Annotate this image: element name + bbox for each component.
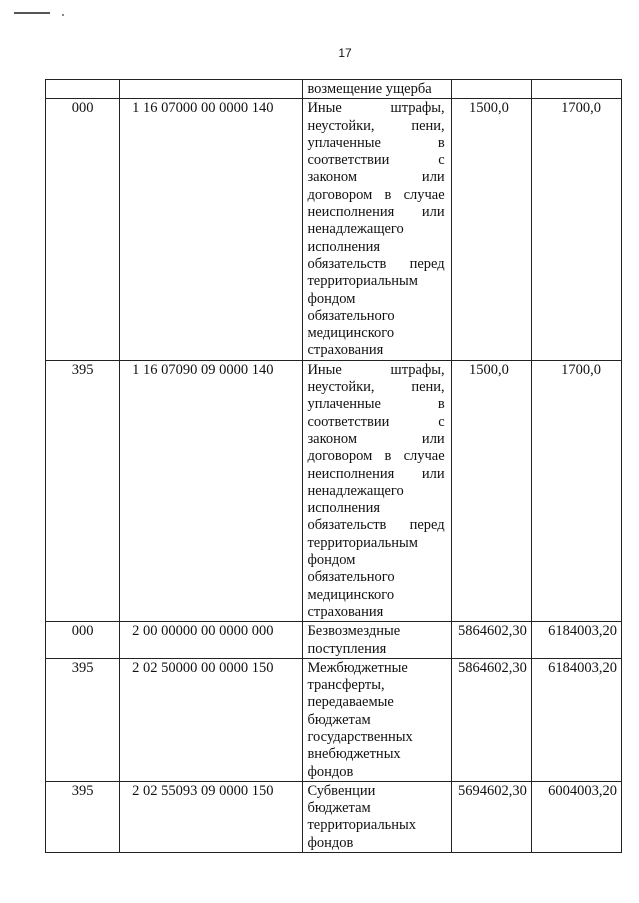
- cell-name: [303, 80, 451, 99]
- value-1-text: 5864602,30: [457, 659, 527, 676]
- cell-kbk: 1 16 07000 00 0000 140: [120, 99, 303, 360]
- name-line: Иные штрафы,: [307, 100, 445, 117]
- cell-value-1: [451, 99, 531, 360]
- name-line: уплаченные в: [307, 134, 445, 151]
- cell-kbk: 1 16 07090 09 0000 140: [120, 360, 303, 621]
- value-2-text: 6004003,20: [548, 782, 617, 799]
- name-line: соответствии с: [307, 152, 445, 169]
- value-1-text: 5864602,30: [457, 623, 527, 640]
- value-1-text: 1500,0: [468, 361, 509, 378]
- name-line: трансферты,: [307, 677, 385, 694]
- cell-name: [303, 99, 451, 360]
- name-line: исполнения: [307, 500, 381, 517]
- name-line: фондом: [307, 290, 356, 307]
- cell-name: [303, 658, 451, 781]
- name-line: законом или: [307, 430, 445, 447]
- name-line: медицинского: [307, 325, 395, 342]
- cell-value-2: [531, 360, 621, 621]
- name-line: фондов: [307, 834, 354, 851]
- scan-mark: [14, 12, 50, 14]
- table-row: [46, 622, 622, 659]
- table-row: [46, 99, 622, 360]
- cell-code: 000: [46, 99, 120, 360]
- cell-value-2: [531, 99, 621, 360]
- cell-value-1: [451, 781, 531, 852]
- table-row: [46, 658, 622, 781]
- name-line: возмещение ущерба: [307, 81, 432, 97]
- name-line: обязательств перед: [307, 255, 445, 272]
- cell-name: [303, 360, 451, 621]
- table-body: [46, 80, 622, 853]
- cell-name: [303, 622, 451, 659]
- cell-value-2: [531, 658, 621, 781]
- table-row: [46, 80, 622, 99]
- name-line: договором в случае: [307, 186, 445, 203]
- name-line: территориальных: [307, 817, 417, 834]
- cell-code: 395: [46, 658, 120, 781]
- name-line: фондов: [307, 763, 354, 780]
- value-2-text: 6184003,20: [548, 659, 617, 676]
- cell-kbk: 2 02 50000 00 0000 150: [120, 658, 303, 781]
- name-line: внебюджетных: [307, 746, 401, 763]
- cell-value-1: [451, 658, 531, 781]
- name-line: территориальным: [307, 273, 418, 290]
- name-line: страхования: [307, 342, 384, 359]
- name-line: бюджетам: [307, 800, 371, 817]
- name-line: законом или: [307, 169, 445, 186]
- name-line: Межбюджетные: [307, 659, 408, 676]
- name-line: обязательного: [307, 307, 395, 324]
- cell-value-2: [531, 80, 621, 99]
- name-line: медицинского: [307, 586, 395, 603]
- name-line: территориальным: [307, 534, 418, 551]
- name-line: ненадлежащего: [307, 221, 404, 238]
- name-line: страхования: [307, 603, 384, 620]
- table-row: [46, 781, 622, 852]
- cell-value-1: [451, 622, 531, 659]
- value-2-text: 1700,0: [561, 361, 601, 378]
- table-row: [46, 360, 622, 621]
- cell-code: 000: [46, 622, 120, 659]
- cell-value-1: [451, 80, 531, 99]
- budget-table: [45, 79, 622, 853]
- name-line: уплаченные в: [307, 396, 445, 413]
- name-line: неустойки, пени,: [307, 117, 445, 134]
- name-line: обязательств перед: [307, 517, 445, 534]
- name-line: неисполнения или: [307, 465, 445, 482]
- name-line: неустойки, пени,: [307, 379, 445, 396]
- value-1-text: 1500,0: [468, 100, 509, 117]
- name-line: Безвозмездные: [307, 623, 401, 640]
- name-line: Иные штрафы,: [307, 361, 445, 378]
- cell-code: [46, 80, 120, 99]
- name-line: Субвенции: [307, 782, 376, 799]
- name-line: поступления: [307, 640, 387, 657]
- scan-dot: [62, 14, 64, 16]
- cell-code: 395: [46, 781, 120, 852]
- cell-code: 395: [46, 360, 120, 621]
- cell-value-2: [531, 622, 621, 659]
- cell-kbk: [120, 80, 303, 99]
- value-1-text: 5694602,30: [457, 782, 527, 799]
- name-line: передаваемые: [307, 694, 394, 711]
- cell-kbk: 2 00 00000 00 0000 000: [120, 622, 303, 659]
- cell-value-2: [531, 781, 621, 852]
- name-line: неисполнения или: [307, 204, 445, 221]
- value-2-text: 6184003,20: [548, 623, 617, 640]
- name-line: договором в случае: [307, 448, 445, 465]
- name-line: исполнения: [307, 238, 381, 255]
- value-2-text: 1700,0: [561, 100, 601, 117]
- name-line: бюджетам: [307, 711, 371, 728]
- page-number: 17: [338, 46, 352, 60]
- cell-kbk: 2 02 55093 09 0000 150: [120, 781, 303, 852]
- name-line: государственных: [307, 728, 413, 745]
- name-line: обязательного: [307, 569, 395, 586]
- name-line: ненадлежащего: [307, 482, 404, 499]
- cell-value-1: [451, 360, 531, 621]
- name-line: соответствии с: [307, 413, 445, 430]
- name-line: фондом: [307, 552, 356, 569]
- cell-name: [303, 781, 451, 852]
